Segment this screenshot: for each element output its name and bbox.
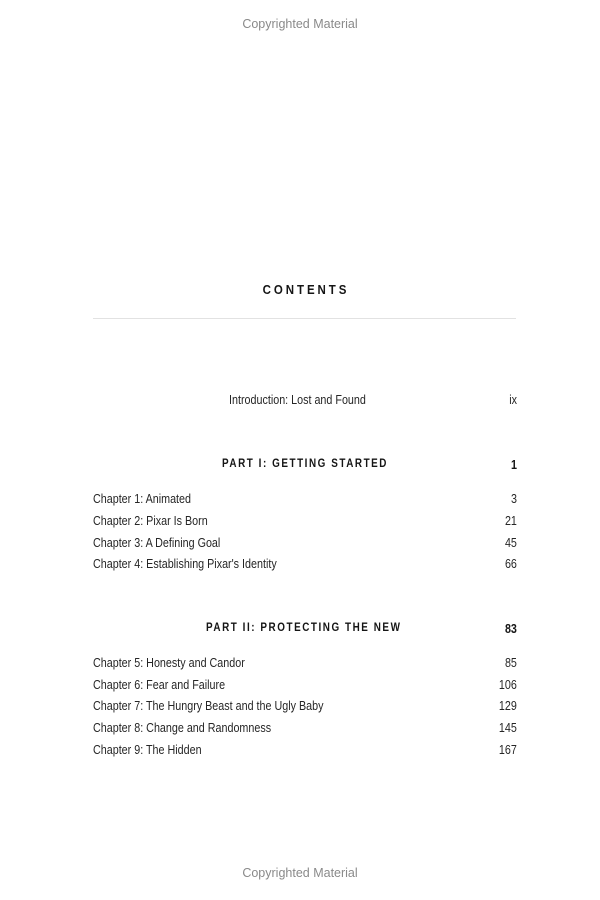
toc-entry-label: Chapter 4: Establishing Pixar's Identity	[93, 557, 277, 571]
toc-entry-label: Chapter 9: The Hidden	[93, 743, 202, 757]
toc-entry-chapter-4[interactable]	[93, 557, 517, 575]
toc-entry-page: 167	[499, 743, 517, 757]
toc-entry-page: 145	[499, 721, 517, 735]
toc-entry-page: 129	[499, 699, 517, 713]
toc-entry-label: Chapter 2: Pixar Is Born	[93, 514, 208, 528]
toc-entry-label: Introduction: Lost and Found	[229, 393, 366, 407]
toc-entry-page: 45	[505, 536, 517, 550]
toc-entry-chapter-2[interactable]	[93, 514, 517, 532]
toc-entry-chapter-1[interactable]	[93, 492, 517, 510]
toc-entry-label: Chapter 3: A Defining Goal	[93, 536, 221, 550]
toc-entry-label: Chapter 5: Honesty and Candor	[93, 656, 245, 670]
toc-entry-chapter-7[interactable]	[93, 699, 517, 717]
toc-part-label: PART I: GETTING STARTED	[222, 458, 389, 470]
toc-entry-chapter-6[interactable]	[93, 678, 517, 696]
toc-entry-page: ix	[509, 393, 517, 407]
toc-entry-label: Chapter 8: Change and Randomness	[93, 721, 272, 735]
copyright-watermark-top: Copyrighted Material	[242, 17, 358, 31]
toc-entry-introduction[interactable]	[93, 393, 517, 411]
toc-entry-chapter-3[interactable]	[93, 536, 517, 554]
toc-part-2[interactable]	[93, 622, 517, 640]
toc-entry-page: 21	[505, 514, 517, 528]
toc-entry-label: Chapter 7: The Hungry Beast and the Ugly Baby	[93, 699, 324, 713]
toc-entry-label: Chapter 6: Fear and Failure	[93, 678, 226, 692]
toc-entry-chapter-9[interactable]	[93, 743, 517, 761]
toc-entry-page: 85	[505, 656, 517, 670]
toc-entry-page: 66	[505, 557, 517, 571]
toc-part-1[interactable]	[93, 458, 517, 476]
toc-entry-chapter-5[interactable]	[93, 656, 517, 674]
toc-entry-page: 106	[499, 678, 517, 692]
toc-entry-page: 3	[511, 492, 517, 506]
toc-part-page: 1	[511, 458, 517, 472]
heading-divider	[93, 318, 516, 319]
toc-entry-label: Chapter 1: Animated	[93, 492, 192, 506]
contents-heading: CONTENTS	[262, 283, 350, 297]
toc-part-page: 83	[505, 622, 517, 636]
copyright-watermark-bottom: Copyrighted Material	[242, 866, 358, 880]
toc-entry-chapter-8[interactable]	[93, 721, 517, 739]
toc-part-label: PART II: PROTECTING THE NEW	[206, 622, 402, 634]
